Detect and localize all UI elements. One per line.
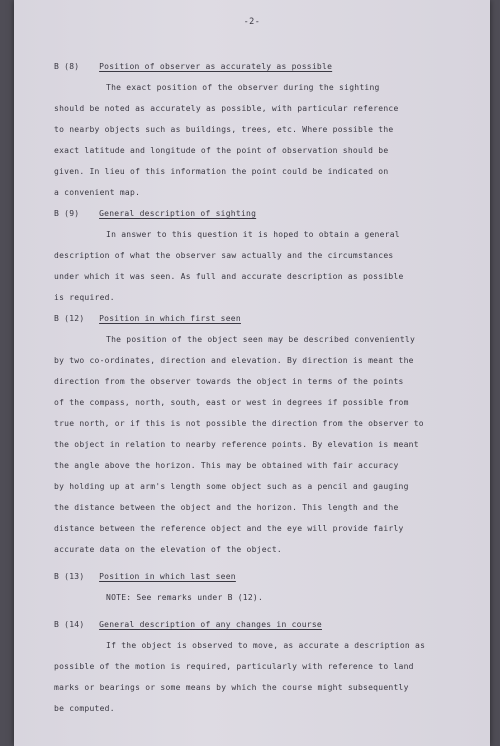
paragraph-line: marks or bearings or some means by which the course might subsequently — [54, 683, 409, 692]
paragraph-line: the object in relation to nearby reference points. By elevation is meant — [54, 440, 419, 449]
paragraph-line: be computed. — [54, 704, 115, 713]
paragraph-line: of the compass, north, south, east or west in degrees if possible from — [54, 398, 409, 407]
paragraph-line: under which it was seen. As full and accurate description as possible — [54, 272, 404, 281]
section-b9 — [54, 203, 474, 308]
section-title: Position of observer as accurately as possible — [99, 62, 333, 71]
paragraph-line: direction from the observer towards the object in terms of the points — [54, 377, 404, 386]
paragraph-line: accurate data on the elevation of the object. — [54, 545, 282, 554]
section-title: General description of any changes in course — [99, 620, 322, 629]
paragraph-line: by holding up at arm's length some object such as a pencil and gauging — [54, 482, 409, 491]
section-b14 — [54, 614, 474, 719]
paragraph-line: If the object is observed to move, as accurate a description as — [106, 641, 426, 650]
section-code: B (13) — [54, 572, 85, 581]
section-b12 — [54, 308, 474, 560]
section-title: Position in which first seen — [99, 314, 241, 323]
paragraph-line: to nearby objects such as buildings, trees, etc. Where possible the — [54, 125, 394, 134]
paragraph-line: is required. — [54, 293, 115, 302]
section-title: General description of sighting — [99, 209, 257, 218]
section-heading — [54, 56, 474, 77]
paragraph-line: true north, or if this is not possible the direction from the observer to — [54, 419, 424, 428]
paragraph-line: The position of the object seen may be described conveniently — [106, 335, 416, 344]
paragraph-line: In answer to this question it is hoped to obtain a general — [106, 230, 400, 239]
paragraph-line: description of what the observer saw actually and the circumstances — [54, 251, 394, 260]
paragraph-line: should be noted as accurately as possible, with particular reference — [54, 104, 399, 113]
paragraph-line: exact latitude and longitude of the point of observation should be — [54, 146, 389, 155]
page-number: -2- — [243, 17, 261, 27]
section-heading — [54, 203, 474, 224]
paragraph-line: given. In lieu of this information the point could be indicated on — [54, 167, 389, 176]
paragraph-line: by two co-ordinates, direction and elevation. By direction is meant the — [54, 356, 414, 365]
paragraph-line: the distance between the object and the horizon. This length and the — [54, 503, 399, 512]
paragraph-line: possible of the motion is required, particularly with reference to land — [54, 662, 414, 671]
paragraph-line: The exact position of the observer during the sighting — [106, 83, 380, 92]
section-b8 — [54, 56, 474, 203]
section-heading — [54, 614, 474, 635]
section-code: B (8) — [54, 62, 80, 71]
paragraph-line: a convenient map. — [54, 188, 141, 197]
document-body — [54, 56, 474, 719]
document-page — [14, 0, 490, 746]
paragraph-line: distance between the reference object and the eye will provide fairly — [54, 524, 404, 533]
section-heading — [54, 308, 474, 329]
section-code: B (9) — [54, 209, 80, 218]
section-title: Position in which last seen — [99, 572, 236, 581]
section-b13 — [54, 566, 474, 608]
section-code: B (14) — [54, 620, 85, 629]
section-heading — [54, 566, 474, 587]
section-note: NOTE: See remarks under B (12). — [106, 593, 264, 602]
paragraph-line: the angle above the horizon. This may be obtained with fair accuracy — [54, 461, 399, 470]
section-code: B (12) — [54, 314, 85, 323]
